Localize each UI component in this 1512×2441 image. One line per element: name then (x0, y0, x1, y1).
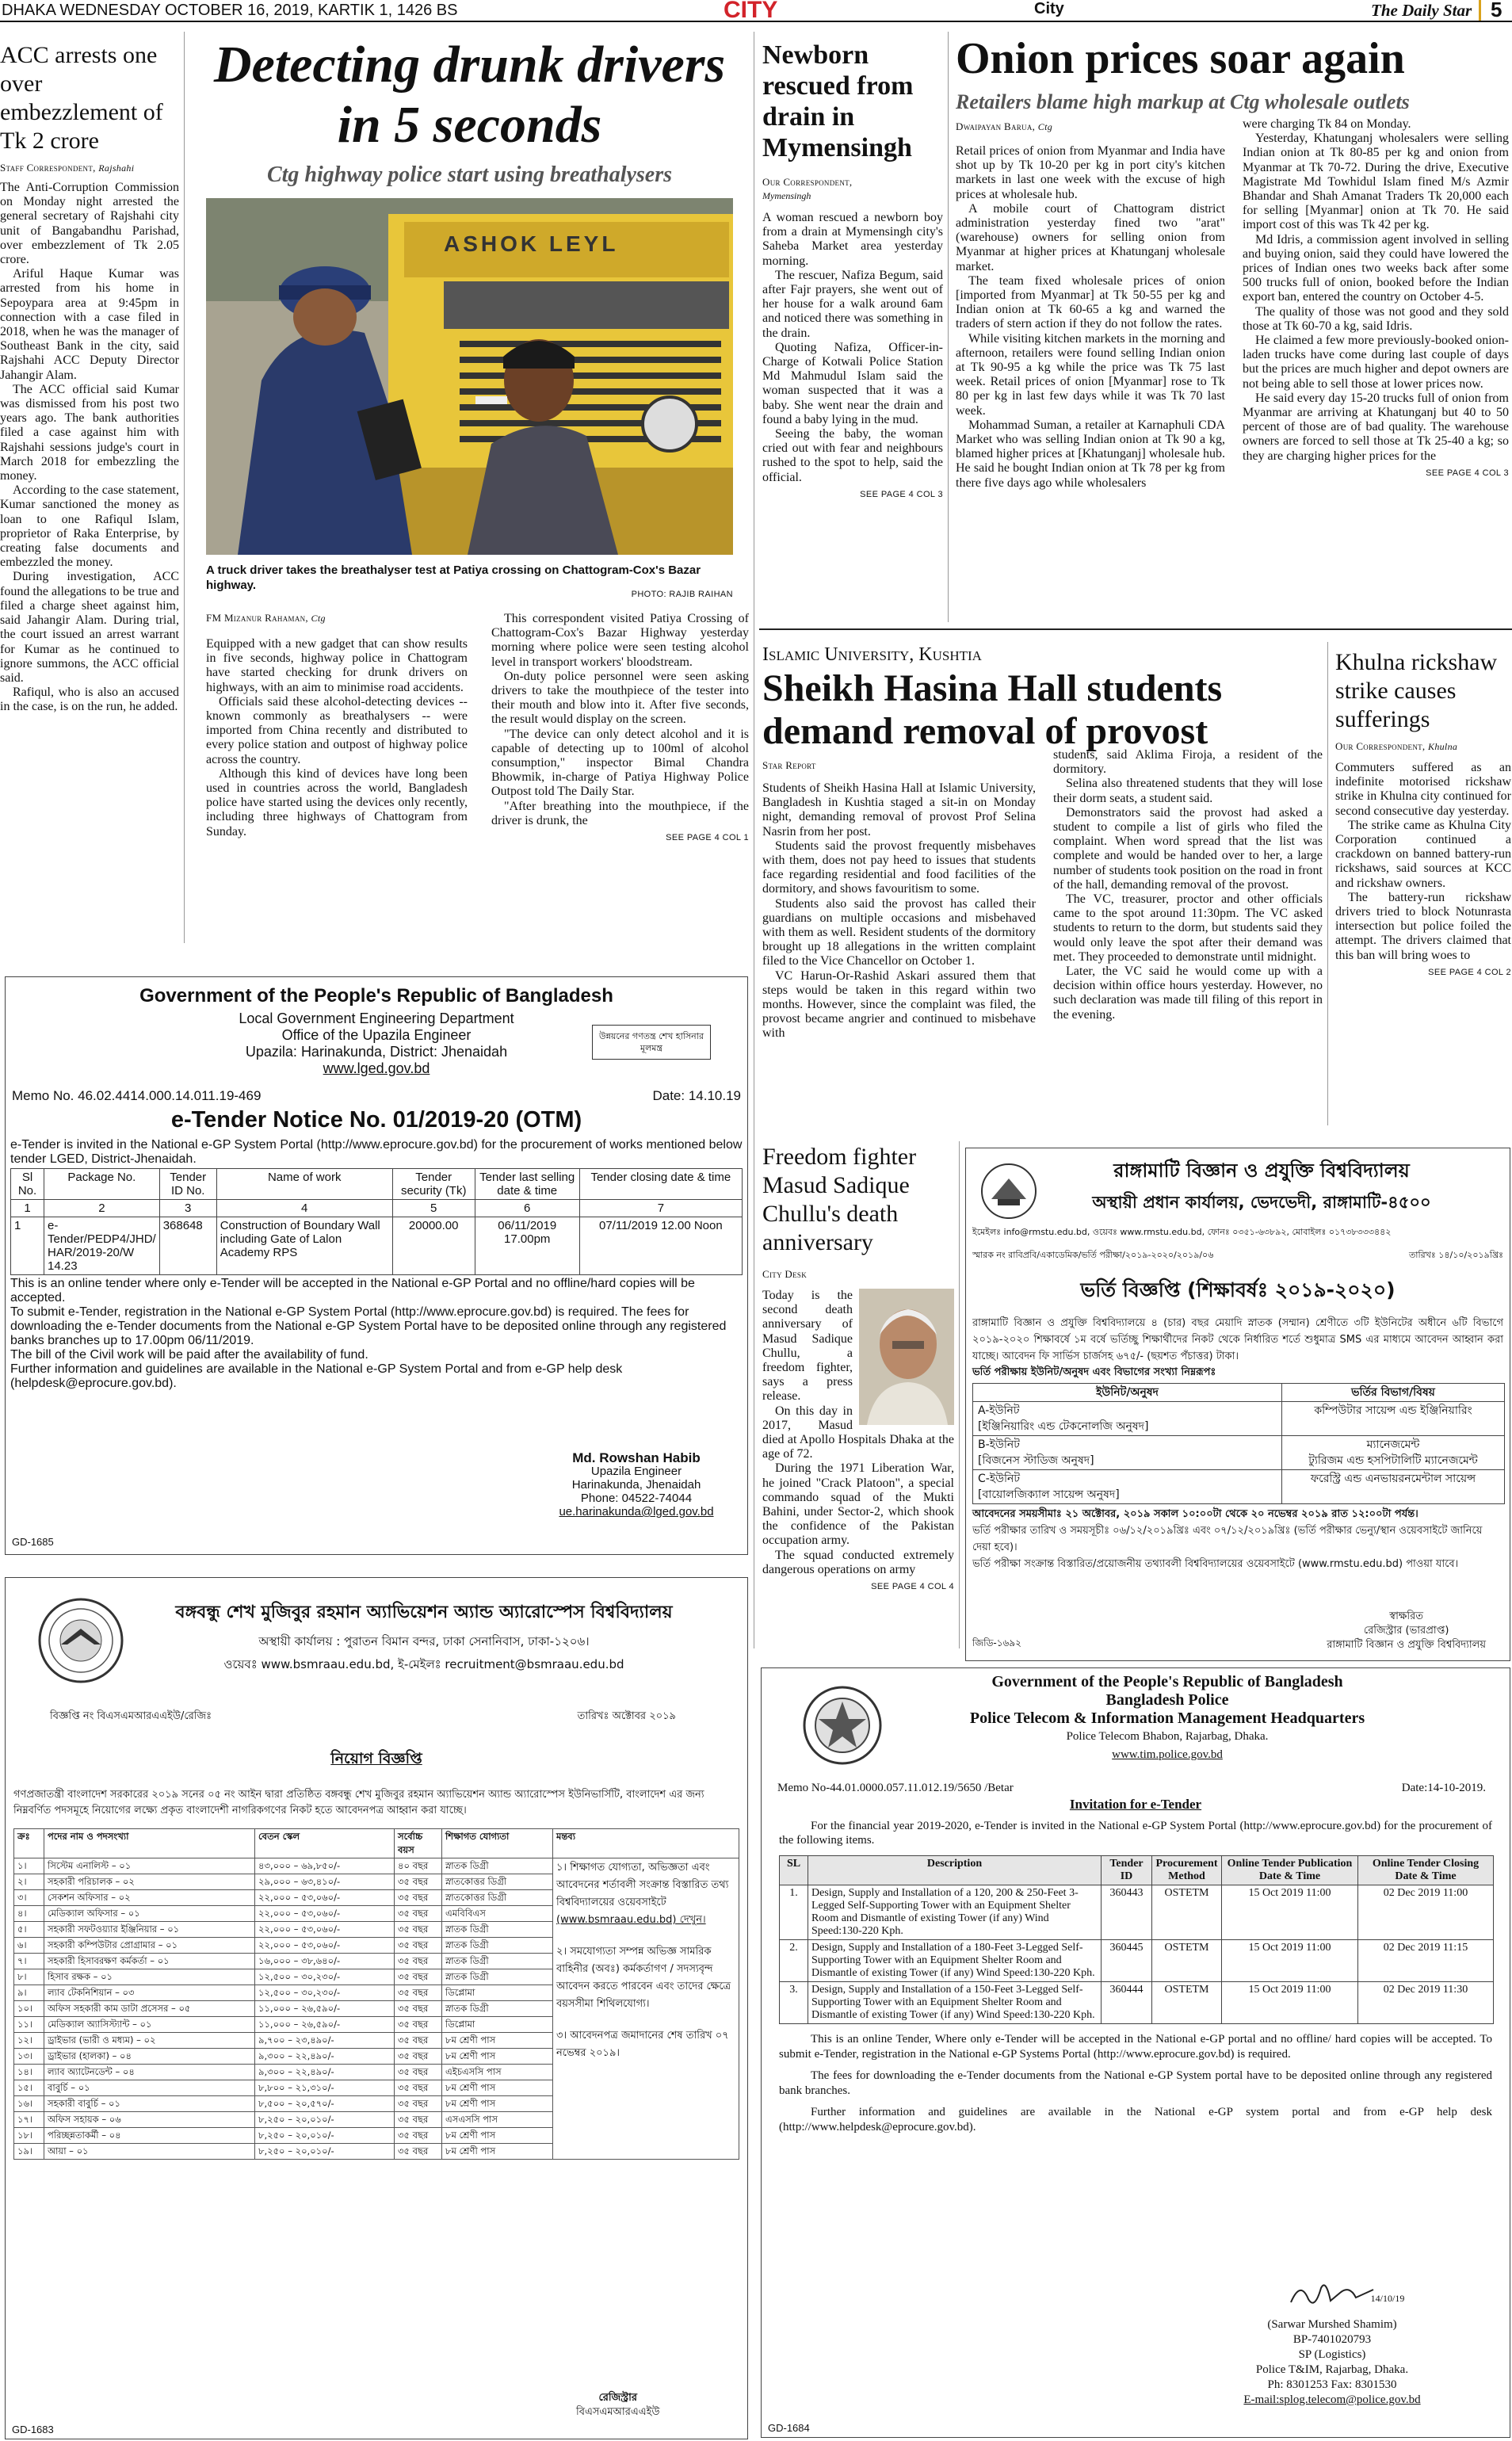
byline: Staff Correspondent, Rajshahi (0, 162, 135, 174)
ad-badge: উন্নয়নের গণতন্ত্র শেখ হাসিনার মূলমন্ত্র (592, 1025, 711, 1060)
table-cell: ১১,০০০ – ২৬,৫৯০/- (255, 2017, 395, 2033)
table-cell: স্নাতক ডিগ্রী (442, 1858, 553, 1874)
byline: Dwaipayan Barua, Ctg (956, 120, 1053, 132)
table-cell: ৮,২৫০ – ২০,০১০/- (255, 2112, 395, 2128)
table-header-row: SL Description Tender ID Procurement Method Online Tender Publication Date & Time Online Tender Closing Date & Time (780, 1856, 1494, 1885)
table-cell: স্নাতকোত্তর ডিগ্রী (442, 1890, 553, 1906)
newspaper-logo: The Daily Star (1371, 1, 1472, 20)
column-rule (959, 1141, 960, 1648)
tender-notes: This is an online Tender, Where only e-Tender will be accepted in the National e-GP portal and no offline/ hard copies will be accepted. To submit e-Tender, registration in the National e-GP Systems Portal (http://www.eprocure.gov.bd) is required. The fees for downloading the e-Tender documents from the National e-GP System portal have to be deposited online through any registered bank branches. Further information and guidelines are available in the National e-GP system portal and from e-GP help desk (http://www.helpdesk@eprocure.gov.bd). (779, 2033, 1492, 2133)
table-cell: ৩৫ বছর (395, 2065, 442, 2080)
section-name-small: City (1034, 0, 1064, 17)
article-body: Commuters suffered as an indefinite motorised rickshaw strike in Khulna city continued for second consecutive day yesterday. The strike came as Khulna City Corporation continued a crackdown on banned battery-run rickshaws, said sources at KCC and rickshaw owners. The battery-run rickshaw drivers tried to block Notunrasta intersection but police foiled the attempt. The drivers claimed that this ban will bring woes to SEE PAGE 4 COL 2 (1335, 761, 1511, 980)
table-cell: ৯,৩০০ – ২২,৪৯০/- (255, 2049, 395, 2065)
table-cell: স্নাতক ডিগ্রী (442, 1954, 553, 1969)
table-row (780, 1885, 1494, 1940)
section-rule (759, 628, 1512, 630)
memo-no: স্মারক নং রাবিপ্রবি/একাডেমিক/ভর্তি পরীক্ষা/২০১৯-২০২০/২০১৯/০৬ (972, 1250, 1214, 1260)
column-rule (1327, 642, 1328, 1125)
table-cell: ৩৫ বছর (395, 1922, 442, 1938)
table-cell: ৩৫ বছর (395, 1954, 442, 1969)
remarks-cell (553, 1858, 739, 2160)
table-cell: স্নাতক ডিগ্রী (442, 1922, 553, 1938)
table-cell: ১১। (14, 2017, 44, 2033)
continued-link[interactable]: SEE PAGE 4 COL 3 (1426, 468, 1509, 478)
recruitment-table (13, 1828, 739, 2160)
table-cell: Design, Supply and Installation of a 180-Feet 3-Legged Self-Supporting Tower with an Equipment Shelter Room and Dismantle of existing Tower (if any) Wind Speed:130-220 Kph. (808, 1940, 1102, 1982)
police-emblem-icon (801, 1684, 884, 1767)
tender-title: e-Tender Notice No. 01/2019-20 (OTM) (170, 1107, 582, 1133)
ad-lged-tender (5, 976, 748, 1555)
table-cell: মেডিক্যাল অফিসার – ০১ (44, 1906, 255, 1922)
table-cell: ৩৫ বছর (395, 2049, 442, 2065)
article-acc-arrests (0, 41, 179, 945)
table-row (780, 1940, 1494, 1982)
table-cell: ৩৫ বছর (395, 2128, 442, 2144)
ad-code: GD-1684 (768, 2422, 810, 2434)
table-cell: সহকারী পরিচালক – ০২ (44, 1874, 255, 1890)
table-cell: ৩৫ বছর (395, 2033, 442, 2049)
ad-police-tender (761, 1667, 1510, 2438)
table-cell: 02 Dec 2019 11:00 (1358, 1885, 1494, 1940)
memo-line (12, 1088, 741, 1104)
table-header-row: Sl No. Package No. Tender ID No. Name of work Tender security (Tk) Tender last selling date & time Tender closing date & time (11, 1169, 743, 1200)
table-cell: ১৮। (14, 2128, 44, 2144)
table-cell: সহকারী সফটওয়্যার ইঞ্জিনিয়ার – ০১ (44, 1922, 255, 1938)
table-cell: সহকারী বাবুর্চি – ০১ (44, 2096, 255, 2112)
page-number: 5 (1479, 0, 1502, 22)
table-cell: বাবুর্চি – ০১ (44, 2080, 255, 2096)
memo-date: Date:14-10-2019. (1401, 1782, 1486, 1794)
table-cell: 360445 (1102, 1940, 1152, 1982)
byline-place: Mymensingh (762, 190, 811, 201)
table-cell: OSTETM (1152, 1982, 1222, 2024)
masthead (0, 0, 1512, 22)
memo-line (50, 1709, 676, 1725)
signature-block: রেজিস্ট্রার বিএসএমআরএএইউ (576, 2392, 660, 2418)
ad-bsmraau-recruitment (5, 1577, 748, 2439)
table-header-row: ক্রঃ পদের নাম ও পদসংখ্যা বেতন স্কেল সর্বোচ্চ বয়স শিক্ষাগত যোগ্যতা মন্তব্য (14, 1829, 739, 1858)
table-row (14, 1858, 739, 1874)
table-cell: ৩৫ বছর (395, 1969, 442, 1985)
memo-no: বিজ্ঞপ্তি নং বিএসএমআরএএইউ/রেজিঃ (50, 1710, 212, 1722)
portrait-illustration (859, 1289, 954, 1425)
signature-block: 14/10/19 (Sarwar Murshed Shamim) BP-7401020793 SP (Logistics) Police T&IM, Rajarbag, Dhaka. Ph: 8301253 Fax: 8301530 E-mail:splog.telecom@police.gov.bd (1221, 2279, 1443, 2408)
table-row: C-ইউনিট [বায়োলজিক্যাল সায়েন্স অনুষদ] ফরেস্ট্রি এন্ড এনভায়রনমেন্টাল সায়েন্স (973, 1470, 1505, 1504)
article-column: students, said Aklima Firoja, a resident of the dormitory. Selina also threatened students that they will lose their dorm seats, a student said. Demonstrators said the provost had asked a student to compile a list of girls who filed the complaint. When word spread that the list was complete and would be handed over to her, a large number of students took position on the road in front of the hall, demanding removal of the provost. The VC, treasurer, proctor and other officials came to the spot around 11:30pm. The VC asked students to return to the dorm, but students said they would only leave the spot after their demand was met. They proceeded to demonstrate until midnight. Later, the VC said he would come up with a decision within office hours yesterday. However, no such declaration was made till filing of this report in the evening. (1053, 748, 1323, 1022)
table-cell: ১২। (14, 2033, 44, 2049)
table-cell: এসএসসি পাস (442, 2112, 553, 2128)
ad-code: GD-1685 (12, 1536, 54, 1548)
table-cell: স্নাতক ডিগ্রী (442, 1969, 553, 1985)
ad-code: GD-1683 (12, 2424, 54, 2435)
memo-date: তারিখঃ অক্টোবর ২০১৯ (577, 1710, 676, 1722)
table-cell: 15 Oct 2019 11:00 (1222, 1982, 1358, 2024)
kicker: Islamic University, Kushtia (762, 644, 982, 665)
table-row (780, 1982, 1494, 2024)
table-cell: ৩৫ বছর (395, 2001, 442, 2017)
table-cell: ৮ম শ্রেণী পাস (442, 2144, 553, 2160)
headline: Sheikh Hasina Hall students demand removal of provost (762, 667, 1223, 752)
column-rule (948, 32, 949, 622)
table-cell: ল্যাব অ্যাটেনডেন্ট – ০৪ (44, 2065, 255, 2080)
table-cell: ৪। (14, 1906, 44, 1922)
table-cell: ৮,২৫০ – ২০,০১০/- (255, 2144, 395, 2160)
ad-intro: গণপ্রজাতন্ত্রী বাংলাদেশ সরকারের ২০১৯ সনের ০৫ নং আইন দ্বারা প্রতিষ্ঠিত বঙ্গবন্ধু শেখ মুজিবুর রহমান অ্যাভিয়েশন অ্যান্ড অ্যারোস্পেস ইউনিভার্সিটি, বাংলাদেশ এর জন্য নিম্নবর্ণিত পদসমূহে নিয়োগের লক্ষ্যে প্রকৃত বাংলাদেশী নাগরিকগণের নিকট হতে আবেদনপত্র আহ্বান করা যাচ্ছে। (13, 1789, 704, 1816)
table-cell: ৮ম শ্রেণী পাস (442, 2033, 553, 2049)
article-freedom-fighter (762, 1143, 954, 1650)
table-cell: ৩৫ বছর (395, 1938, 442, 1954)
ad-website-link[interactable]: www.tim.police.gov.bd (1112, 1748, 1223, 1761)
table-cell: ডিপ্লোমা (442, 1985, 553, 2001)
ad-notes: আবেদনের সময়সীমাঃ ২১ অক্টোবর, ২০১৯ সকাল ১০:০০টা থেকে ২০ নভেম্বর ২০১৯ রাত ১২:০০টা পর্যন্ত। ভর্তি পরীক্ষার তারিখ ও সময়সূচীঃ ০৬/১২/২০১৯খ্রিঃ এবং ০৭/১২/২০১৯খ্রিঃ (ভর্তি পরীক্ষার ভেন্যু/স্থান ওয়েবসাইটে জানিয়ে দেয়া হবে)। ভর্তি পরীক্ষা সংক্রান্ত বিস্তারিত/প্রয়োজনীয় তথ্যাবলী বিশ্ববিদ্যালয়ের ওয়েবসাইটে (www.rmstu.edu.bd) পাওয়া যাবে। (972, 1508, 1483, 1570)
table-cell: এমবিবিএস (442, 1906, 553, 1922)
table-cell: 02 Dec 2019 11:15 (1358, 1940, 1494, 1982)
table-cell: সহকারী কম্পিউটার প্রোগ্রামার – ০১ (44, 1938, 255, 1954)
ad-title: বঙ্গবন্ধু শেখ মুজিবুর রহমান অ্যাভিয়েশন অ্যান্ড অ্যারোস্পেস বিশ্ববিদ্যালয় (175, 1603, 673, 1622)
table-cell: 2. (780, 1940, 808, 1982)
memo-line (777, 1782, 1486, 1795)
article-body: A woman rescued a newborn boy from a drain at Mymensingh city's Saheba Market area yesterday morning. The rescuer, Nafiza Begum, said after Fajr prayers, she went out of her house for a walk around 6am and noticed there was something in the drain. Quoting Nafiza, Officer-in-Charge of Kotwali Police Station Md Mahmudul Islam said the woman suspected that it was a baby. She went near the drain and found a baby lying in the mud. Seeing the baby, the woman cried out with fear and neighbours rushed to the spot to help, said the official. SEE PAGE 4 COL 3 (762, 211, 943, 502)
table-cell: 02 Dec 2019 11:30 (1358, 1982, 1494, 2024)
remark: ২। সমযোগ্যতা সম্পন্ন অভিজ্ঞ সামরিক বাহিনীর (অবঃ) কর্মকর্তাগণ / সদস্যবৃন্দ আবেদন করতে পারবেন এবং তাদের ক্ষেত্রে বয়সসীমা শিথিলযোগ্য। (556, 1946, 731, 2010)
article-column: Dwaipayan Barua, Ctg Retail prices of onion from Myanmar and India have shot up by Tk 10-20 per kg in port city's kitchen markets in last one week with the excuse of high prices at wholesale hub. A mobile court of Chattogram district administration yesterday fined two "arat" (warehouse) owners for selling onion from Myanmar at higher prices at Khatunganj wholesale market. The team fixed wholesale prices of onion [imported from Myanmar] at Tk 50-55 per kg and Indian onion at Tk 60-65 a kg and warned the traders of stern action if they do not follow the rates. While visiting kitchen markets in the morning and afternoon, retailers were found selling Indian onion at Tk 90-95 a kg while the price was Tk 75 last week. Retail prices of onion [Myanmar] rose to Tk 80 per kg in last few days while it was Tk 70 last week. Mohammad Suman, a retailer at Karnaphuli CDA Market who was selling Indian onion at Tk 90 a kg, blamed higher prices at [Khatunganj] wholesale hub. He said he bought Indian onion at Tk 78 per kg from there five days ago while wholesalers (956, 120, 1225, 490)
ad-title: Government of the People's Republic of Bangladesh Bangladesh Police Police Telecom & Information Management Headquarters Police Telecom Bhabon, Rajarbag, Dhaka. www.tim.police.gov.bd (825, 1673, 1510, 1764)
article-sheikh-hasina-hall (762, 644, 1323, 1127)
ad-code: জিডি-১৬৯২ (972, 1637, 1021, 1648)
ad-heading: ভর্তি বিজ্ঞপ্তি (শিক্ষাবর্ষঃ ২০১৯-২০২০) (1080, 1278, 1396, 1301)
table-cell: ৩৫ বছর (395, 1874, 442, 1890)
portrait-photo (859, 1289, 954, 1425)
signature-scribble (1285, 2279, 1380, 2310)
article-column: Star Report Students of Sheikh Hasina Hall at Islamic University, Bangladesh in Kushtia staged a sit-in on Monday night, demanding removal of provost Prof Selina Nasrin from her post. Students said the provost frequently misbehaves with them, does not pay heed to issues that students face regarding residential and food facilities of the dormitory, and shows favouritism to some. Students also said the provost has called their guardians on multiple occasions and misbehaved with them as well. Resident students of the dormitory brought up 18 allegations in the written complaint filed to the Vice Chancellor on October 1. VC Harun-Or-Rashid Askari assured them that steps would be taken in this regard within two months. However, since the complaint was filed, the provost became angrier and continued to misbehave with (762, 759, 1036, 1041)
table-cell: Design, Supply and Installation of a 150-Feet 3-Legged Self-Supporting Tower with an Equipment Shelter Room and Dismantle of existing Tower (if any) Wind Speed:130-220 Kph. (808, 1982, 1102, 2024)
unit-table (972, 1383, 1505, 1504)
table-number-row: 1 2 3 4 5 6 7 (11, 1200, 743, 1217)
article-column: This correspondent visited Patiya Crossing of Chattogram-Cox's Bazar Highway yesterday morning where police were seen testing alcohol level in transport workers' bloodstream. On-duty police personnel were seen asking drivers to take the mouthpiece of the tester into their mouth and blow into it. After five seconds, the result would display on the screen. "The device can only detect alcohol and it is capable of detecting up to 100ml of alcohol consumption," inspector Bimal Chandra Bhowmik, in-charge of Patiya Highway Police Outpost told The Daily Star. "After breathing into the mouthpiece, if the driver is drunk, the SEE PAGE 4 COL 1 (491, 612, 749, 845)
table-cell: ৮,৮০০ – ২১,৩১০/- (255, 2080, 395, 2096)
deck: Retailers blame high markup at Ctg wholesale outlets (956, 90, 1410, 113)
table-cell: OSTETM (1152, 1940, 1222, 1982)
ad-subtitle: Upazila: Harinakunda, District: Jhenaidah (245, 1044, 508, 1060)
table-cell: ২৯,০০০ – ৬৩,৪১০/- (255, 1874, 395, 1890)
table-cell: ডিপ্লোমা (442, 2017, 553, 2033)
byline: Our Correspondent, Khulna (1335, 740, 1458, 752)
table-cell: ৩৫ বছর (395, 2096, 442, 2112)
ad-address: অস্থায়ী কার্যালয় : পুরাতন বিমান বন্দর, ঢাকা সেনানিবাস, ঢাকা-১২০৬। (258, 1634, 590, 1648)
signature-block: Md. Rowshan Habib Upazila Engineer Harinakunda, Jhenaidah Phone: 04522-74044 ue.harinakunda@lged.gov.bd (559, 1450, 714, 1518)
headline: Detecting drunk drivers in 5 seconds (213, 36, 726, 154)
table-cell: ১৪। (14, 2065, 44, 2080)
table-cell: 15 Oct 2019 11:00 (1222, 1885, 1358, 1940)
table-cell: ১২,৫০০ – ৩০,২৩০/- (255, 1985, 395, 2001)
tender-intro: e-Tender is invited in the National e-GP System Portal (http://www.eprocure.gov.bd) for the procurement of works mentioned below tender LGED, District-Jhenaidah. (10, 1138, 743, 1166)
tender-table (779, 1855, 1494, 2024)
article-body: Today is the second death anniversary of Masud Sadique Chullu, a freedom fighter, says a press release. On this day in 2017, Masud died at Apollo Hospitals Dhaka at the age of 72. During the 1971 Liberation War, he joined "Crack Platoon", a special commando squad of the Mukti Bahini, under Sector-2, which shook the confidence of the Pakistan occupation army. The squad conducted extremely dangerous operations on army SEE PAGE 4 COL 4 (762, 1289, 954, 1594)
table-cell: ৩৫ বছর (395, 1906, 442, 1922)
table-cell: অফিস সহায়ক – ০৬ (44, 2112, 255, 2128)
ad-address: অস্থায়ী প্রধান কার্যালয়, ভেদভেদী, রাঙ্গামাটি-৪৫০০ (1092, 1193, 1431, 1212)
headline: Newborn rescued from drain in Mymensingh (762, 40, 914, 162)
table-cell: 360443 (1102, 1885, 1152, 1940)
remark: ৩। আবেদনপত্র জমাদানের শেষ তারিখ ০৭ নভেম্বর ২০১৯। (556, 2030, 729, 2059)
article-drunk-drivers (190, 35, 749, 946)
headline: Freedom fighter Masud Sadique Chullu's death anniversary (762, 1144, 917, 1255)
deck: Ctg highway police start using breathalysers (266, 162, 673, 187)
table-cell: ৩৫ বছর (395, 2144, 442, 2160)
table-cell: ৮ম শ্রেণী পাস (442, 2049, 553, 2065)
column-rule (184, 32, 185, 943)
table-cell: OSTETM (1152, 1885, 1222, 1940)
ad-contact: ওয়েবঃ www.bsmraau.edu.bd, ই-মেইলঃ recruitment@bsmraau.edu.bd (223, 1657, 624, 1671)
table-cell: ৩৫ বছর (395, 1890, 442, 1906)
table-cell: ৮ম শ্রেণী পাস (442, 2128, 553, 2144)
table-cell: ড্রাইভার (ভারী ও মধ্যম) – ০২ (44, 2033, 255, 2049)
table-cell: স্নাতক ডিগ্রী (442, 1938, 553, 1954)
table-cell: 3. (780, 1982, 808, 2024)
table-cell: পরিচ্ছন্নতাকর্মী – ০৪ (44, 2128, 255, 2144)
table-cell: ৩৫ বছর (395, 2112, 442, 2128)
ad-title: Government of the People's Republic of Bangladesh (139, 985, 613, 1007)
byline: Star Report (762, 759, 816, 771)
table-cell: ৩৫ বছর (395, 2080, 442, 2096)
signature-block: স্বাক্ষরিত রেজিস্ট্রার (ভারপ্রাপ্ত) রাঙ্গামাটি বিজ্ঞান ও প্রযুক্তি বিশ্ববিদ্যালয় (1327, 1610, 1486, 1651)
ad-subtitle: Office of the Upazila Engineer (281, 1027, 472, 1043)
article-onion-prices (956, 35, 1510, 625)
table-cell: 15 Oct 2019 11:00 (1222, 1940, 1358, 1982)
table-cell: ড্রাইভার (হালকা) – ০৪ (44, 2049, 255, 2065)
ad-contact: ইমেইলঃ info@rmstu.edu.bd, ওয়েবঃ www.rmstu.edu.bd, ফোনঃ ০৩৫১-৬৩৮৯২, মোবাইলঃ ০১৭৩৮৩৩৩৪৪২ (972, 1227, 1392, 1237)
table-cell: আয়া – ০১ (44, 2144, 255, 2160)
table-cell: সিস্টেম এনালিস্ট – ০১ (44, 1858, 255, 1874)
table-cell: 360444 (1102, 1982, 1152, 2024)
tender-table (10, 1168, 743, 1275)
university-logo-icon (980, 1163, 1037, 1220)
table-cell: ৯। (14, 1985, 44, 2001)
table-cell: ১। (14, 1858, 44, 1874)
article-newborn (762, 40, 943, 626)
ad-website-link[interactable]: www.lged.gov.bd (323, 1060, 430, 1076)
ad-title: রাঙ্গামাটি বিজ্ঞান ও প্রযুক্তি বিশ্ববিদ্যালয় (1113, 1159, 1410, 1182)
photo-breathalyser (206, 198, 733, 555)
table-cell: ৮ম শ্রেণী পাস (442, 2080, 553, 2096)
table-cell: ৮,৫০০ – ২০,৫৭০/- (255, 2096, 395, 2112)
table-row: 1 e-Tender/PEDP4/JHD/ HAR/2019-20/W 14.23 368648 Construction of Boundary Wall including Gate of Lalon Academy RPS 20000.00 06/11/2019 17.00pm 07/11/2019 12.00 Noon (11, 1217, 743, 1275)
continued-link[interactable]: SEE PAGE 4 COL 3 (860, 489, 943, 499)
table-cell: ৪০ বছর (395, 1858, 442, 1874)
memo-no: Memo No-44.01.0000.057.11.012.19/5650 /Betar (777, 1782, 1014, 1794)
memo-no: Memo No. 46.02.4414.000.14.011.19-469 (12, 1088, 262, 1103)
table-cell: ৯,৭০০ – ২৩,৪৯০/- (255, 2033, 395, 2049)
article-column: FM Mizanur Rahaman, Ctg Equipped with a new gadget that can show results in five seconds, highway police in Chattogram have started checking for drunk drivers on highways, with an aim to minimise road accidents. Officials said these alcohol-detecting devices -- known commonly as breathalysers -- were imported from China recently and distributed to every police station and outpost of highway police across the country. Although this kind of devices have long been used in countries across the world, Bangladesh police have started using the devices only recently, including three highways of Chattogram from Sunday. (206, 612, 468, 838)
memo-line (972, 1248, 1503, 1263)
table-cell: স্নাতকোত্তর ডিগ্রী (442, 1874, 553, 1890)
ad-rmstu-admission (965, 1148, 1510, 1661)
table-cell: ৮। (14, 1969, 44, 1985)
table-cell: ৭। (14, 1954, 44, 1969)
table-cell: ৫। (14, 1922, 44, 1938)
table-cell: সেকশন অফিসার – ০২ (44, 1890, 255, 1906)
table-cell: ৩। (14, 1890, 44, 1906)
table-row: B-ইউনিট [বিজনেস স্টাডিজ অনুষদ] ম্যানেজমেন্ট ট্যুরিজম এন্ড হসপিটালিটি ম্যানেজমেন্ট (973, 1436, 1505, 1470)
table-cell: ল্যাব টেকনিশিয়ান – ০৩ (44, 1985, 255, 2001)
table-cell: ২২,০০০ – ৫৩,০৬০/- (255, 1906, 395, 1922)
table-cell: ৯,৩০০ – ২২,৪৯০/- (255, 2065, 395, 2080)
section-name: CITY (724, 0, 778, 22)
headline: Onion prices soar again (956, 35, 1405, 83)
table-cell: ১৬। (14, 2096, 44, 2112)
memo-date: তারিখঃ ১৪/১০/২০১৯খ্রিঃ (1409, 1250, 1503, 1260)
headline: Khulna rickshaw strike causes sufferings (1335, 649, 1498, 732)
table-cell: ৪৩,০০০ – ৬৯,৮৫০/- (255, 1858, 395, 1874)
ad-heading: নিয়োগ বিজ্ঞপ্তি (330, 1750, 422, 1767)
table-cell: ১২,৫০০ – ৩০,২৩০/- (255, 1969, 395, 1985)
table-cell: ১৫। (14, 2080, 44, 2096)
photo-credit: PHOTO: RAJIB RAIHAN (631, 590, 733, 599)
table-cell: ৩৫ বছর (395, 2017, 442, 2033)
table-cell: ৬। (14, 1938, 44, 1954)
table-cell: ৩৫ বছর (395, 1985, 442, 2001)
continued-link[interactable]: SEE PAGE 4 COL 2 (1428, 967, 1511, 977)
tender-notes: This is an online tender where only e-Tender will be accepted in the National e-GP Portal and no offline/hard copies will be accepted. To submit e-Tender, registration in the National e-GP System Portal (http://www.eprocure.gov.bd) is required. The fees for downloading the e-Tender documents from the National e-GP System Portal have to be deposited online through any registered banks branches up to 17.00pm 06/11/2019. The bill of the Civil work will be paid after the availability of fund. Further information and guidelines are available in the National e-GP System Portal and from e-GP help desk (helpdesk@eprocure.gov.bd). (10, 1277, 727, 1390)
table-cell: হিসাব রক্ষক – ০১ (44, 1969, 255, 1985)
table-row: A-ইউনিট [ইঞ্জিনিয়ারিং এন্ড টেকনোলজি অনুষদ] কম্পিউটার সায়েন্স এন্ড ইঞ্জিনিয়ারিং (973, 1402, 1505, 1436)
byline: FM Mizanur Rahaman, Ctg (206, 612, 326, 624)
table-cell: 1. (780, 1885, 808, 1940)
table-cell: ১১,০০০ – ২৬,৫৯০/- (255, 2001, 395, 2017)
table-cell: মেডিক্যাল অ্যাসিস্ট্যান্ট – ০১ (44, 2017, 255, 2033)
memo-date: Date: 14.10.19 (652, 1088, 741, 1103)
ad-intro: রাঙ্গামাটি বিজ্ঞান ও প্রযুক্তি বিশ্ববিদ্যালয়ে ৪ (চার) বছর মেয়াদি স্নাতক (সম্মান) শ্রেণীতে ৩টি ইউনিটের অধীনে ৬টি বিভাগে ২০১৯-২০২০ শিক্ষাবর্ষে ১ম বর্ষে ভর্তিচ্ছু শিক্ষার্থীদের নিকট থেকে নির্ধারিত শর্তে শুধুমাত্র SMS এর মাধ্যমে আবেদন আহ্বান করা যাচ্ছে। আবেদন ফি সার্ভিস চার্জসহ ৬৭৫/- (ছয়শত পঁচাত্তর) টাকা। (972, 1317, 1503, 1362)
byline: Our Correspondent, (762, 176, 853, 188)
university-seal-icon (37, 1597, 124, 1684)
table-cell: ১৯। (14, 2144, 44, 2160)
table-cell: ২২,০০০ – ৫৩,০৬০/- (255, 1890, 395, 1906)
article-khulna-strike (1335, 648, 1511, 1124)
table-cell: সহকারী হিসাবরক্ষণ কর্মকর্তা – ০১ (44, 1954, 255, 1969)
tender-intro: For the financial year 2019-2020, e-Tender is invited in the National e-GP System Portal (http://www.eprocure.gov.bd) for the procurement of the following items. (779, 1820, 1492, 1847)
continued-link[interactable]: SEE PAGE 4 COL 4 (871, 1582, 954, 1592)
table-header-row: ইউনিট/অনুষদ ভর্তির বিভাগ/বিষয় (973, 1384, 1505, 1402)
table-cell: ১০। (14, 2001, 44, 2017)
article-body: The Anti-Corruption Commission on Monday night arrested the general secretary of Rajshahi city unit of Bangabandhu Parishad, over embezzlement of Tk 2.05 crore. Ariful Haque Kumar was arrested from his home in Sepoypara area at 9:45pm in connection with a case filed in 2018, when he was the manager of Southeast Bank in the city, said Rajshahi ACC Deputy Director Jahangir Alam. The ACC official said Kumar was dismissed from his post two years ago. The bank authorities filed a case against him with Rajshahi sessions judge's court in March 2018 for embezzling the money. According to the case statement, Kumar sanctioned the money as loan to one Rafiqul Islam, proprietor of Raka Enterprise, by creating false documents and embezzled the money. During investigation, ACC found the allegations to be true and filed a charge sheet against him, said Jahangir Alam. During trial, the court issued an arrest warrant for Kumar as he continued to ignore summons, the ACC official said. Rafiqul, who is also an accused in the case, is on the run, he added. (0, 181, 179, 714)
remark: (www.bsmraau.edu.bd) দেখুন। (556, 1914, 706, 1926)
table-cell: ২। (14, 1874, 44, 1890)
table-cell: ২২,০০০ – ৫৩,০৬০/- (255, 1922, 395, 1938)
ad-subheading: ভর্তি পরীক্ষায় ইউনিট/অনুষদ এবং বিভাগের সংখ্যা নিম্নরূপঃ (972, 1366, 1216, 1378)
ad-subtitle: Local Government Engineering Department (239, 1010, 514, 1026)
tender-title: Invitation for e-Tender (1069, 1797, 1202, 1812)
table-cell: ২২,০০০ – ৫৩,০৬০/- (255, 1938, 395, 1954)
photo-caption: A truck driver takes the breathalyser test at Patiya crossing on Chattogram-Cox's Bazar highway. (206, 563, 701, 592)
article-column: were charging Tk 84 on Monday. Yesterday, Khatunganj wholesalers were selling Indian onion at Tk 80-85 per kg and onion from Myanmar at Tk 70-72. During the drive, Executive Magistrate Md Towhidul Islam fined M/s Azmir Bhandar and Shah Amanat Traders Tk 20,000 each for selling [Myanmar] onion at Tk 70. He said import cost of this was Tk 42 per kg. Md Idris, a commission agent involved in selling and buying onion, said they could have lowered the prices of Indian ones two weeks back after some 500 trucks full of onion, booked before the Indian export ban, entered the country on October 4-5. The quality of those was not good and they sold those at Tk 60-70 a kg, said Idris. He claimed a few more previously-booked onion-laden trucks have come during last couple of days but the prices are much higher and depot owners are not being able to sell those at lower prices now. He said every day 15-20 trucks full of onion from Myanmar are arriving at Khatunganj but 40 to 50 percent of those are of bad quality. The warehouse owners are forced to sell those at Tk 25-40 a kg; so they are charging higher prices for the SEE PAGE 4 COL 3 (1243, 117, 1509, 491)
table-cell: Design, Supply and Installation of a 120, 200 & 250-Feet 3-Legged Self-Supporting Tower with an Equipment Shelter Room and Dismantle of existing Tower (if any) Wind Speed:130-220 Kph. (808, 1885, 1102, 1940)
table-cell: অফিস সহকারী কাম ডাটা প্রসেসর – ০৫ (44, 2001, 255, 2017)
byline: City Desk (762, 1268, 808, 1280)
masthead-date: DHAKA WEDNESDAY OCTOBER 16, 2019, KARTIK 1, 1426 BS (2, 2, 458, 19)
table-cell: ৮ম শ্রেণী পাস (442, 2096, 553, 2112)
headline: ACC arrests one over embezzlement of Tk 2 crore (0, 42, 163, 154)
truck-label: ASHOK LEYL (444, 231, 619, 256)
table-cell: ১৭। (14, 2112, 44, 2128)
table-cell: ১৩। (14, 2049, 44, 2065)
table-cell: স্নাতক ডিগ্রী (442, 2001, 553, 2017)
continued-link[interactable]: SEE PAGE 4 COL 1 (666, 833, 749, 843)
table-cell: এইচএসসি পাস (442, 2065, 553, 2080)
table-cell: ১৬,০০০ – ৩৮,৬৪০/- (255, 1954, 395, 1969)
table-cell: ৮,২৫০ – ২০,০১০/- (255, 2128, 395, 2144)
remark: ১। শিক্ষাগত যোগ্যতা, অভিজ্ঞতা এবং আবেদনের শর্তাবলী সংক্রান্ত বিস্তারিত তথ্য বিশ্ববিদ্যালয়ের ওয়েবসাইটে (556, 1862, 729, 1908)
